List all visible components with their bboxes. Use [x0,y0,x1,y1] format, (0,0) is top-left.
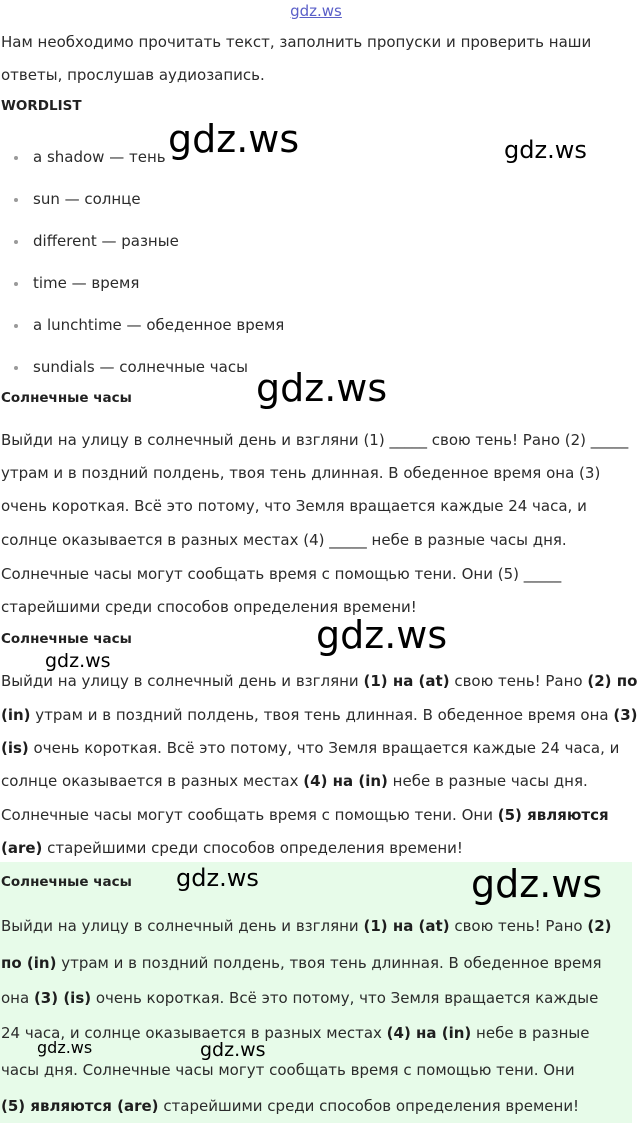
watermark: gdz.ws [471,862,603,906]
answer-text: утрам и в поздний полдень, твоя тень длинная. В обеденное время она [30,706,614,724]
answer-text: утрам и в поздний полдень, твоя тень длинная. В обеденное время [56,954,602,972]
answer-text: солнце оказывается в разных местах [1,772,304,790]
bullet-icon [14,282,18,286]
wordlist-term: sun — солнце [33,190,141,208]
answer-text: старейшими среди способов определения времени! [42,839,463,857]
answer-text: Солнечные часы могут сообщать время с помощью тени. Они [1,806,498,824]
task-line: Солнечные часы могут сообщать время с помощью тени. Они (5) _____ [1,565,562,583]
answer-line [1,839,463,857]
answer-text: свою тень! Рано [449,672,588,690]
answer-key: (in) [1,706,31,724]
answer-text: часы дня. Солнечные часы могут сообщать время с помощью тени. Они [1,1061,575,1079]
wordlist-term: time — время [33,274,140,292]
answer-heading: Солнечные часы [1,631,132,647]
answer-line [1,806,609,824]
answer-key: (4) на (in) [386,1024,472,1042]
watermark: gdz.ws [176,864,259,892]
answer-line [1,954,602,972]
bullet-icon [14,156,18,160]
watermark: gdz.ws [316,613,448,657]
answer-line [1,1061,575,1079]
watermark: gdz.ws [200,1039,266,1061]
answer-key: (2) [587,917,612,935]
bullet-icon [14,366,18,370]
wordlist-term: a lunchtime — обеденное время [33,316,285,334]
answer-text: Выйди на улицу в солнечный день и взгляни [1,917,364,935]
answer-text: свою тень! Рано [449,917,588,935]
watermark: gdz.ws [168,117,300,161]
answer-line [1,989,598,1007]
task-line: солнце оказывается в разных местах (4) _____ небе в разные часы дня. [1,531,567,549]
answer-text: Выйди на улицу в солнечный день и взгляни [1,672,364,690]
answer-heading: Солнечные часы [1,874,132,890]
wordlist-term: sundials — солнечные часы [33,358,248,376]
answer-text: небе в разные часы дня. [387,772,588,790]
answer-text: 24 часа, и солнце оказывается в разных местах [1,1024,387,1042]
answer-text: она [1,989,34,1007]
wordlist-term: a shadow — тень [33,148,166,166]
watermark: gdz.ws [256,366,388,410]
intro-line-1: Нам необходимо прочитать текст, заполнить пропуски и проверить наши [1,33,592,51]
watermark: gdz.ws [37,1038,93,1057]
task-line: Выйди на улицу в солнечный день и взгляни (1) _____ свою тень! Рано (2) _____ [1,431,629,449]
answer-key: (1) на (at) [363,672,450,690]
watermark: gdz.ws [45,650,111,672]
answer-key: (1) на (at) [363,917,450,935]
answer-key: (3) (is) [33,989,92,1007]
answer-key: по (in) [1,954,57,972]
intro-line-2: ответы, прослушав аудиозапись. [1,66,265,84]
task-line: утрам и в поздний полдень, твоя тень длинная. В обеденное время она (3) [1,464,601,482]
bullet-icon [14,324,18,328]
answer-line [1,739,619,757]
task-line: старейшими среди способов определения времени! [1,598,417,616]
answer-key: (4) на (in) [303,772,388,790]
task-heading: Солнечные часы [1,390,132,406]
answer-key: (3) [613,706,638,724]
answer-text: старейшими среди способов определения времени! [158,1097,580,1115]
answer-key: (are) [1,839,43,857]
answer-key: (5) являются (are) [1,1097,159,1115]
answer-line [1,772,588,790]
answer-line [1,1097,579,1115]
bullet-icon [14,240,18,244]
answer-line [1,917,612,935]
bullet-icon [14,198,18,202]
task-line: очень короткая. Всё это потому, что Земля вращается каждые 24 часа, и [1,497,587,515]
answer-key: (is) [1,739,29,757]
answer-line [1,706,638,724]
answer-key: (5) являются [497,806,609,824]
wordlist-term: different — разные [33,232,179,250]
site-mark-link[interactable]: gdz.ws [290,2,342,20]
answer-line [1,672,637,690]
answer-text: очень короткая. Всё это потому, что Земля вращается каждые [91,989,599,1007]
wordlist-heading: WORDLIST [1,98,82,114]
answer-text: небе в разные [471,1024,590,1042]
answer-key: (2) по [587,672,638,690]
watermark: gdz.ws [504,136,587,164]
answer-text: очень короткая. Всё это потому, что Земля вращается каждые 24 часа, и [28,739,620,757]
